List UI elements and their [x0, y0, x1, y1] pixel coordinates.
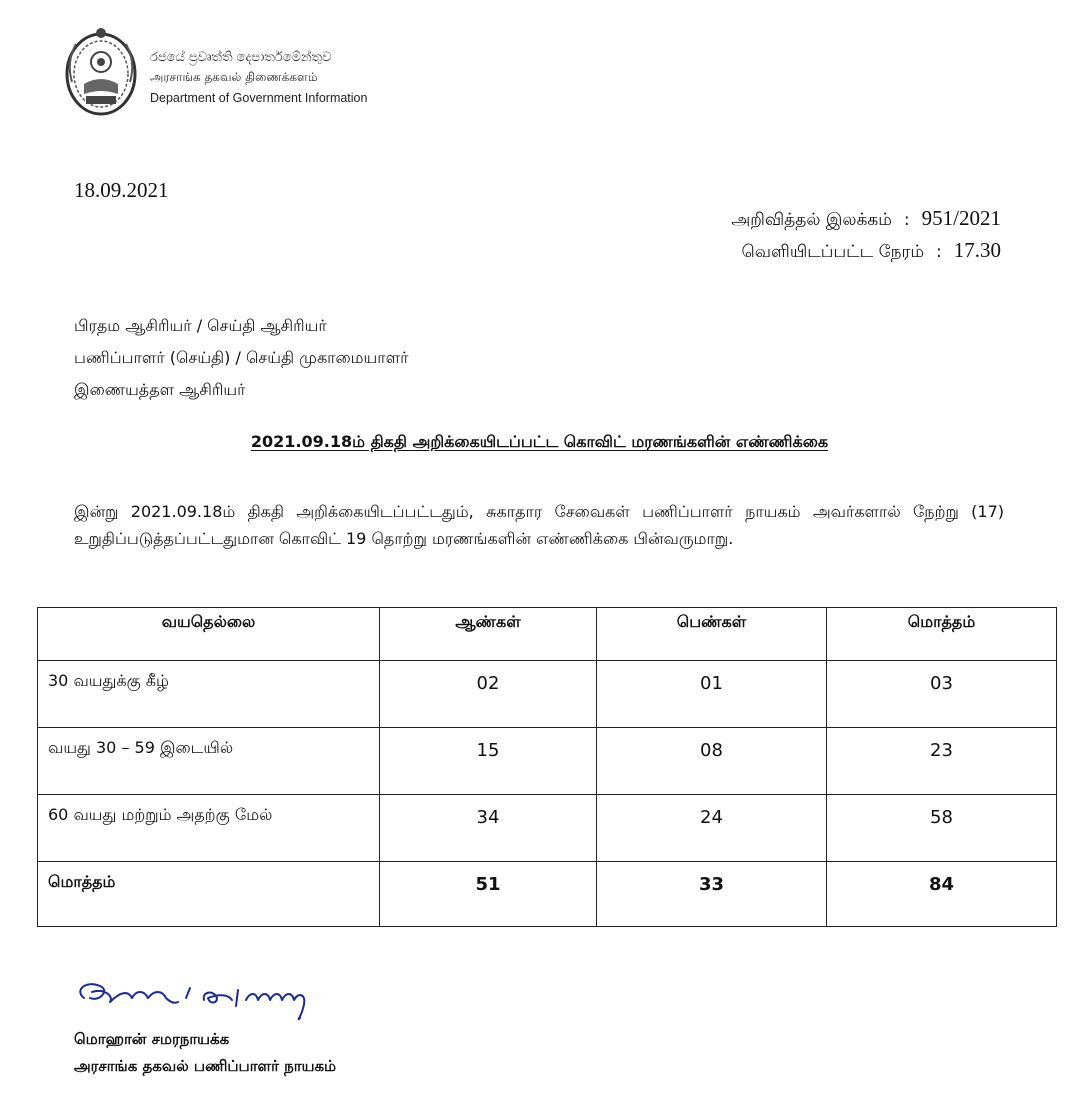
age-range-cell: 30 வயதுக்கு கீழ் [38, 661, 380, 728]
release-time-line [742, 238, 1001, 264]
notice-number-value: 951/2021 [921, 206, 1001, 230]
release-time-value: 17.30 [953, 238, 1001, 262]
total-label-cell: மொத்தம் [38, 862, 380, 927]
separator: : [936, 242, 942, 262]
table-header-row [38, 608, 1057, 661]
document-date: 18.09.2021 [74, 178, 169, 202]
letterhead-tamil: அரசாங்க தகவல் திணைக்களம் [150, 70, 318, 84]
total-cell: 03 [827, 661, 1057, 728]
header-males: ஆண்கள் [380, 608, 597, 661]
age-range-cell: வயது 30 – 59 இடையில் [38, 728, 380, 795]
females-cell: 24 [597, 795, 827, 862]
females-cell: 01 [597, 661, 827, 728]
recipient-line: இணையத்தள ஆசிரியர் [74, 380, 246, 399]
recipient-line: பிரதம ஆசிரியர் / செய்தி ஆசிரியர் [74, 316, 327, 335]
notice-number-label: அறிவித்தல் இலக்கம் [731, 210, 892, 230]
males-cell: 15 [380, 728, 597, 795]
signatory-title: அரசாங்க தகவல் பணிப்பாளர் நாயகம் [74, 1057, 337, 1075]
letterhead-sinhala: රජයේ ප්‍රවෘත්ති දෙපාර්තමේන්තුව [150, 50, 332, 65]
deaths-table [37, 607, 1057, 927]
males-cell: 02 [380, 661, 597, 728]
header-total: மொத்தம் [827, 608, 1057, 661]
table-total-row [38, 862, 1057, 927]
signatory-name: மொஹான் சமரநாயக்க [74, 1030, 230, 1048]
release-time-label: வெளியிடப்பட்ட நேரம் [741, 242, 925, 262]
government-emblem-icon [62, 22, 140, 118]
recipient-line: பணிப்பாளர் (செய்தி) / செய்தி முகாமையாளர் [74, 348, 409, 367]
grand-total-cell: 84 [827, 862, 1057, 927]
header-females: பெண்கள் [597, 608, 827, 661]
total-cell: 23 [827, 728, 1057, 795]
males-cell: 34 [380, 795, 597, 862]
total-cell: 58 [827, 795, 1057, 862]
males-total-cell: 51 [380, 862, 597, 927]
separator: : [903, 210, 910, 230]
subject-heading: 2021.09.18ம் திகதி அறிக்கையிடப்பட்ட கொவிட் மரணங்களின் எண்ணிக்கை [250, 432, 829, 451]
females-total-cell: 33 [597, 862, 827, 927]
females-cell: 08 [597, 728, 827, 795]
age-range-cell: 60 வயது மற்றும் அதற்கு மேல் [38, 795, 380, 862]
header-age-range: வயதெல்லை [38, 608, 380, 661]
letterhead-english: Department of Government Information [150, 91, 368, 105]
body-paragraph: இன்று 2021.09.18ம் திகதி அறிக்கையிடப்பட்டதும், சுகாதார சேவைகள் பணிப்பாளர் நாயகம் அவர்களால் நேற்று (17) உறுதிப்படுத்தப்பட்டதுமான கொவிட் 19 தொற்று மரணங்களின் எண்ணிக்கை பின்வருமாறு. [74, 502, 1004, 548]
handwritten-signature [70, 968, 360, 1028]
table-row [38, 795, 1057, 862]
notice-number-line [731, 206, 1001, 232]
table-row [38, 661, 1057, 728]
table-row [38, 728, 1057, 795]
